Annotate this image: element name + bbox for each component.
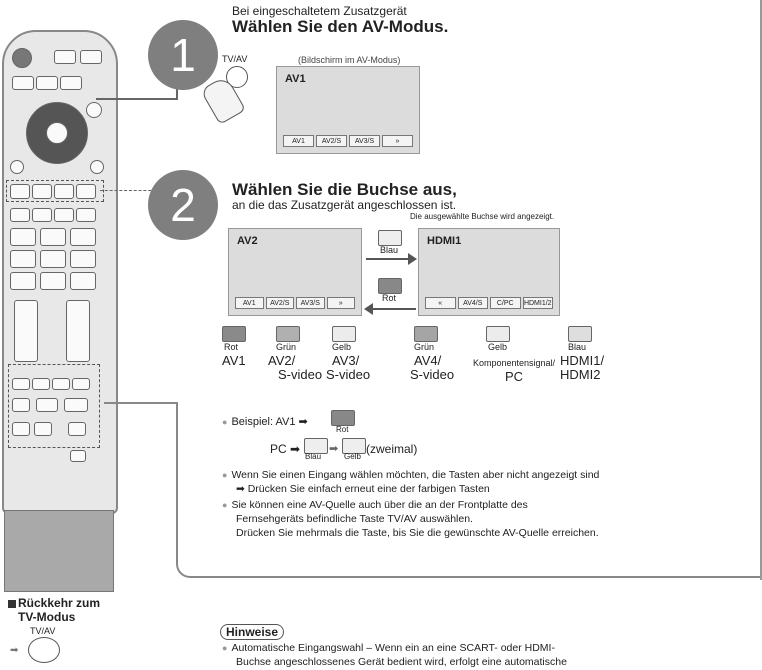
input-tab[interactable]: « <box>425 297 456 309</box>
hint-line: Buchse angeschlossenes Gerät bedient wird, erfolgt eine automatische <box>236 656 567 668</box>
note-line: ➡ Drücken Sie einfach erneut eine der farbigen Tasten <box>236 483 490 495</box>
step-2-heading: Wählen Sie die Buchse aus, <box>232 180 457 199</box>
remote-button[interactable] <box>12 422 30 436</box>
input-target-line2: S-video <box>326 367 371 382</box>
red-key-label: Rot <box>382 293 397 303</box>
play-button[interactable] <box>64 398 88 412</box>
connector-line <box>104 402 176 404</box>
green-key-icon <box>414 326 438 342</box>
connector-line <box>100 190 156 191</box>
arrow-left-icon <box>364 303 373 315</box>
input-target-line2: S-video <box>410 367 455 382</box>
arrow-left-icon <box>372 308 416 310</box>
input-tab-bar <box>235 297 355 309</box>
screen-title: HDMI1 <box>427 235 462 247</box>
example-twice-label: (zweimal) <box>366 442 418 456</box>
highlight-box <box>6 180 104 202</box>
example-av1-label: ● Beispiel: AV1 ➡ <box>222 415 308 428</box>
note-line: Fernsehgeräts befindliche Taste TV/AV auswählen. <box>236 513 473 525</box>
number-button[interactable] <box>40 272 66 290</box>
arrow-right-icon <box>408 253 417 265</box>
remote-button[interactable] <box>32 208 52 222</box>
note-line: ● Sie können eine AV-Quelle auch über die an der Frontplatte des <box>222 499 528 511</box>
example-red-label: Rot <box>336 425 349 434</box>
input-target: AV1 <box>222 353 246 368</box>
input-tab-bar <box>425 297 553 309</box>
step-2-subheading: an die das Zusatzgerät angeschlossen ist. <box>232 198 457 212</box>
av2-screen <box>228 228 362 316</box>
input-tab[interactable]: AV2/S <box>316 135 347 147</box>
color-key-blue <box>560 326 620 382</box>
red-key-icon <box>378 278 402 294</box>
remote-button[interactable] <box>90 160 104 174</box>
input-tab[interactable]: AV3/S <box>349 135 380 147</box>
color-key-red <box>222 326 272 368</box>
remote-button[interactable] <box>36 76 58 90</box>
remote-button[interactable] <box>52 378 70 390</box>
green-key-icon <box>276 326 300 342</box>
number-button[interactable] <box>70 228 96 246</box>
number-button[interactable] <box>10 228 36 246</box>
color-name: Rot <box>224 342 239 352</box>
remote-button[interactable] <box>68 422 86 436</box>
remote-button[interactable] <box>10 208 30 222</box>
step-1-badge: 1 <box>148 20 218 90</box>
color-name: Gelb <box>332 342 352 352</box>
example-blau-label: Blau <box>305 452 322 461</box>
yellow-key-icon <box>332 326 356 342</box>
input-tab[interactable]: AV3/S <box>296 297 325 309</box>
remote-stand <box>4 510 114 592</box>
note-line: Drücken Sie mehrmals die Taste, bis Sie die gewünschte AV-Quelle erreichen. <box>236 527 599 539</box>
screen-title: AV2 <box>237 235 258 247</box>
screen-caption: (Bildschirm im AV-Modus) <box>298 55 401 65</box>
example-pc-label: PC ➡ <box>270 442 301 456</box>
remote-button[interactable] <box>12 378 30 390</box>
selected-input-note: Die ausgewählte Buchse wird angezeigt. <box>410 212 555 221</box>
volume-button[interactable] <box>14 300 38 362</box>
return-title: Rückkehr zum <box>18 596 101 610</box>
remote-button[interactable] <box>76 208 96 222</box>
return-key-label: TV/AV <box>30 626 56 636</box>
input-target: AV4/ <box>414 353 442 368</box>
number-button[interactable] <box>40 228 66 246</box>
remote-button[interactable] <box>80 50 102 64</box>
input-target: AV3/ <box>332 353 360 368</box>
step-1-intro: Bei eingeschaltetem Zusatzgerät <box>232 4 407 18</box>
pause-button[interactable] <box>36 398 58 412</box>
red-key-icon <box>331 410 355 426</box>
number-button[interactable] <box>10 272 36 290</box>
number-button[interactable] <box>10 250 36 268</box>
remote-button[interactable] <box>60 76 82 90</box>
arrow-right-icon: ➡ <box>329 443 339 455</box>
tv-av-key-label: TV/AV <box>222 54 248 64</box>
input-tab[interactable]: AV4/S <box>458 297 489 309</box>
screen-title: AV1 <box>285 73 306 85</box>
step-1-heading: Wählen Sie den AV-Modus. <box>232 17 449 36</box>
color-key-yellow <box>326 326 396 382</box>
remote-button[interactable] <box>70 450 86 462</box>
hint-line: ● Automatische Eingangswahl – Wenn ein an eine SCART- oder HDMI- <box>222 642 555 654</box>
remote-button[interactable] <box>10 160 24 174</box>
red-key-icon <box>222 326 246 342</box>
input-target: Komponentensignal/ <box>472 358 556 368</box>
hints-title: Hinweise <box>220 624 284 640</box>
color-key-green-2 <box>410 326 470 382</box>
color-key-yellow-2 <box>466 326 562 384</box>
step-2-badge: 2 <box>148 170 218 240</box>
number-button[interactable] <box>40 250 66 268</box>
remote-button[interactable] <box>32 378 50 390</box>
rec-button[interactable] <box>34 422 52 436</box>
yellow-key-icon <box>486 326 510 342</box>
arrow-right-icon: ➡ <box>10 645 19 656</box>
return-title-line2: TV-Modus <box>18 610 76 624</box>
remote-control <box>2 30 118 514</box>
remote-button[interactable] <box>54 208 74 222</box>
blue-key-label: Blau <box>380 245 399 255</box>
input-tab[interactable]: AV1 <box>283 135 314 147</box>
remote-button[interactable] <box>72 378 90 390</box>
number-button[interactable] <box>70 250 96 268</box>
color-name: Grün <box>276 342 297 352</box>
example-gelb-label: Gelb <box>344 452 361 461</box>
remote-button[interactable] <box>12 76 34 90</box>
input-target-line2: PC <box>504 369 524 384</box>
input-tab[interactable]: C/PC <box>490 297 521 309</box>
square-bullet-icon <box>8 600 16 608</box>
input-tab[interactable]: » <box>382 135 413 147</box>
number-button[interactable] <box>70 272 96 290</box>
input-tab-bar <box>283 135 413 147</box>
stop-button[interactable] <box>12 398 30 412</box>
color-name: Gelb <box>488 342 508 352</box>
input-target-line2: S-video <box>278 367 323 382</box>
input-target-line2: HDMI2 <box>560 367 601 382</box>
channel-button[interactable] <box>66 300 90 362</box>
blue-key-icon <box>568 326 592 342</box>
input-tab[interactable]: AV2/S <box>266 297 295 309</box>
input-target: AV2/ <box>268 353 296 368</box>
hdmi1-screen <box>418 228 560 316</box>
note-line: ● Wenn Sie einen Eingang wählen möchten, die Tasten aber nicht angezeigt sind <box>222 469 599 481</box>
remote-button[interactable] <box>54 50 76 64</box>
tv-av-key[interactable] <box>28 637 60 663</box>
color-name: Blau <box>568 342 587 352</box>
input-target: HDMI1/ <box>560 353 605 368</box>
color-key-green <box>268 326 328 382</box>
power-button[interactable] <box>12 48 32 68</box>
ok-button[interactable] <box>46 122 68 144</box>
connector-line <box>96 98 176 100</box>
input-tab[interactable]: HDMI1/2 <box>523 297 554 309</box>
blue-key-icon <box>378 230 402 246</box>
arrow-right-icon <box>366 258 412 260</box>
input-tab[interactable]: » <box>327 297 356 309</box>
input-tab[interactable]: AV1 <box>235 297 264 309</box>
tv-av-button[interactable] <box>86 102 102 118</box>
color-name: Grün <box>414 342 435 352</box>
av-mode-screen <box>276 66 420 154</box>
